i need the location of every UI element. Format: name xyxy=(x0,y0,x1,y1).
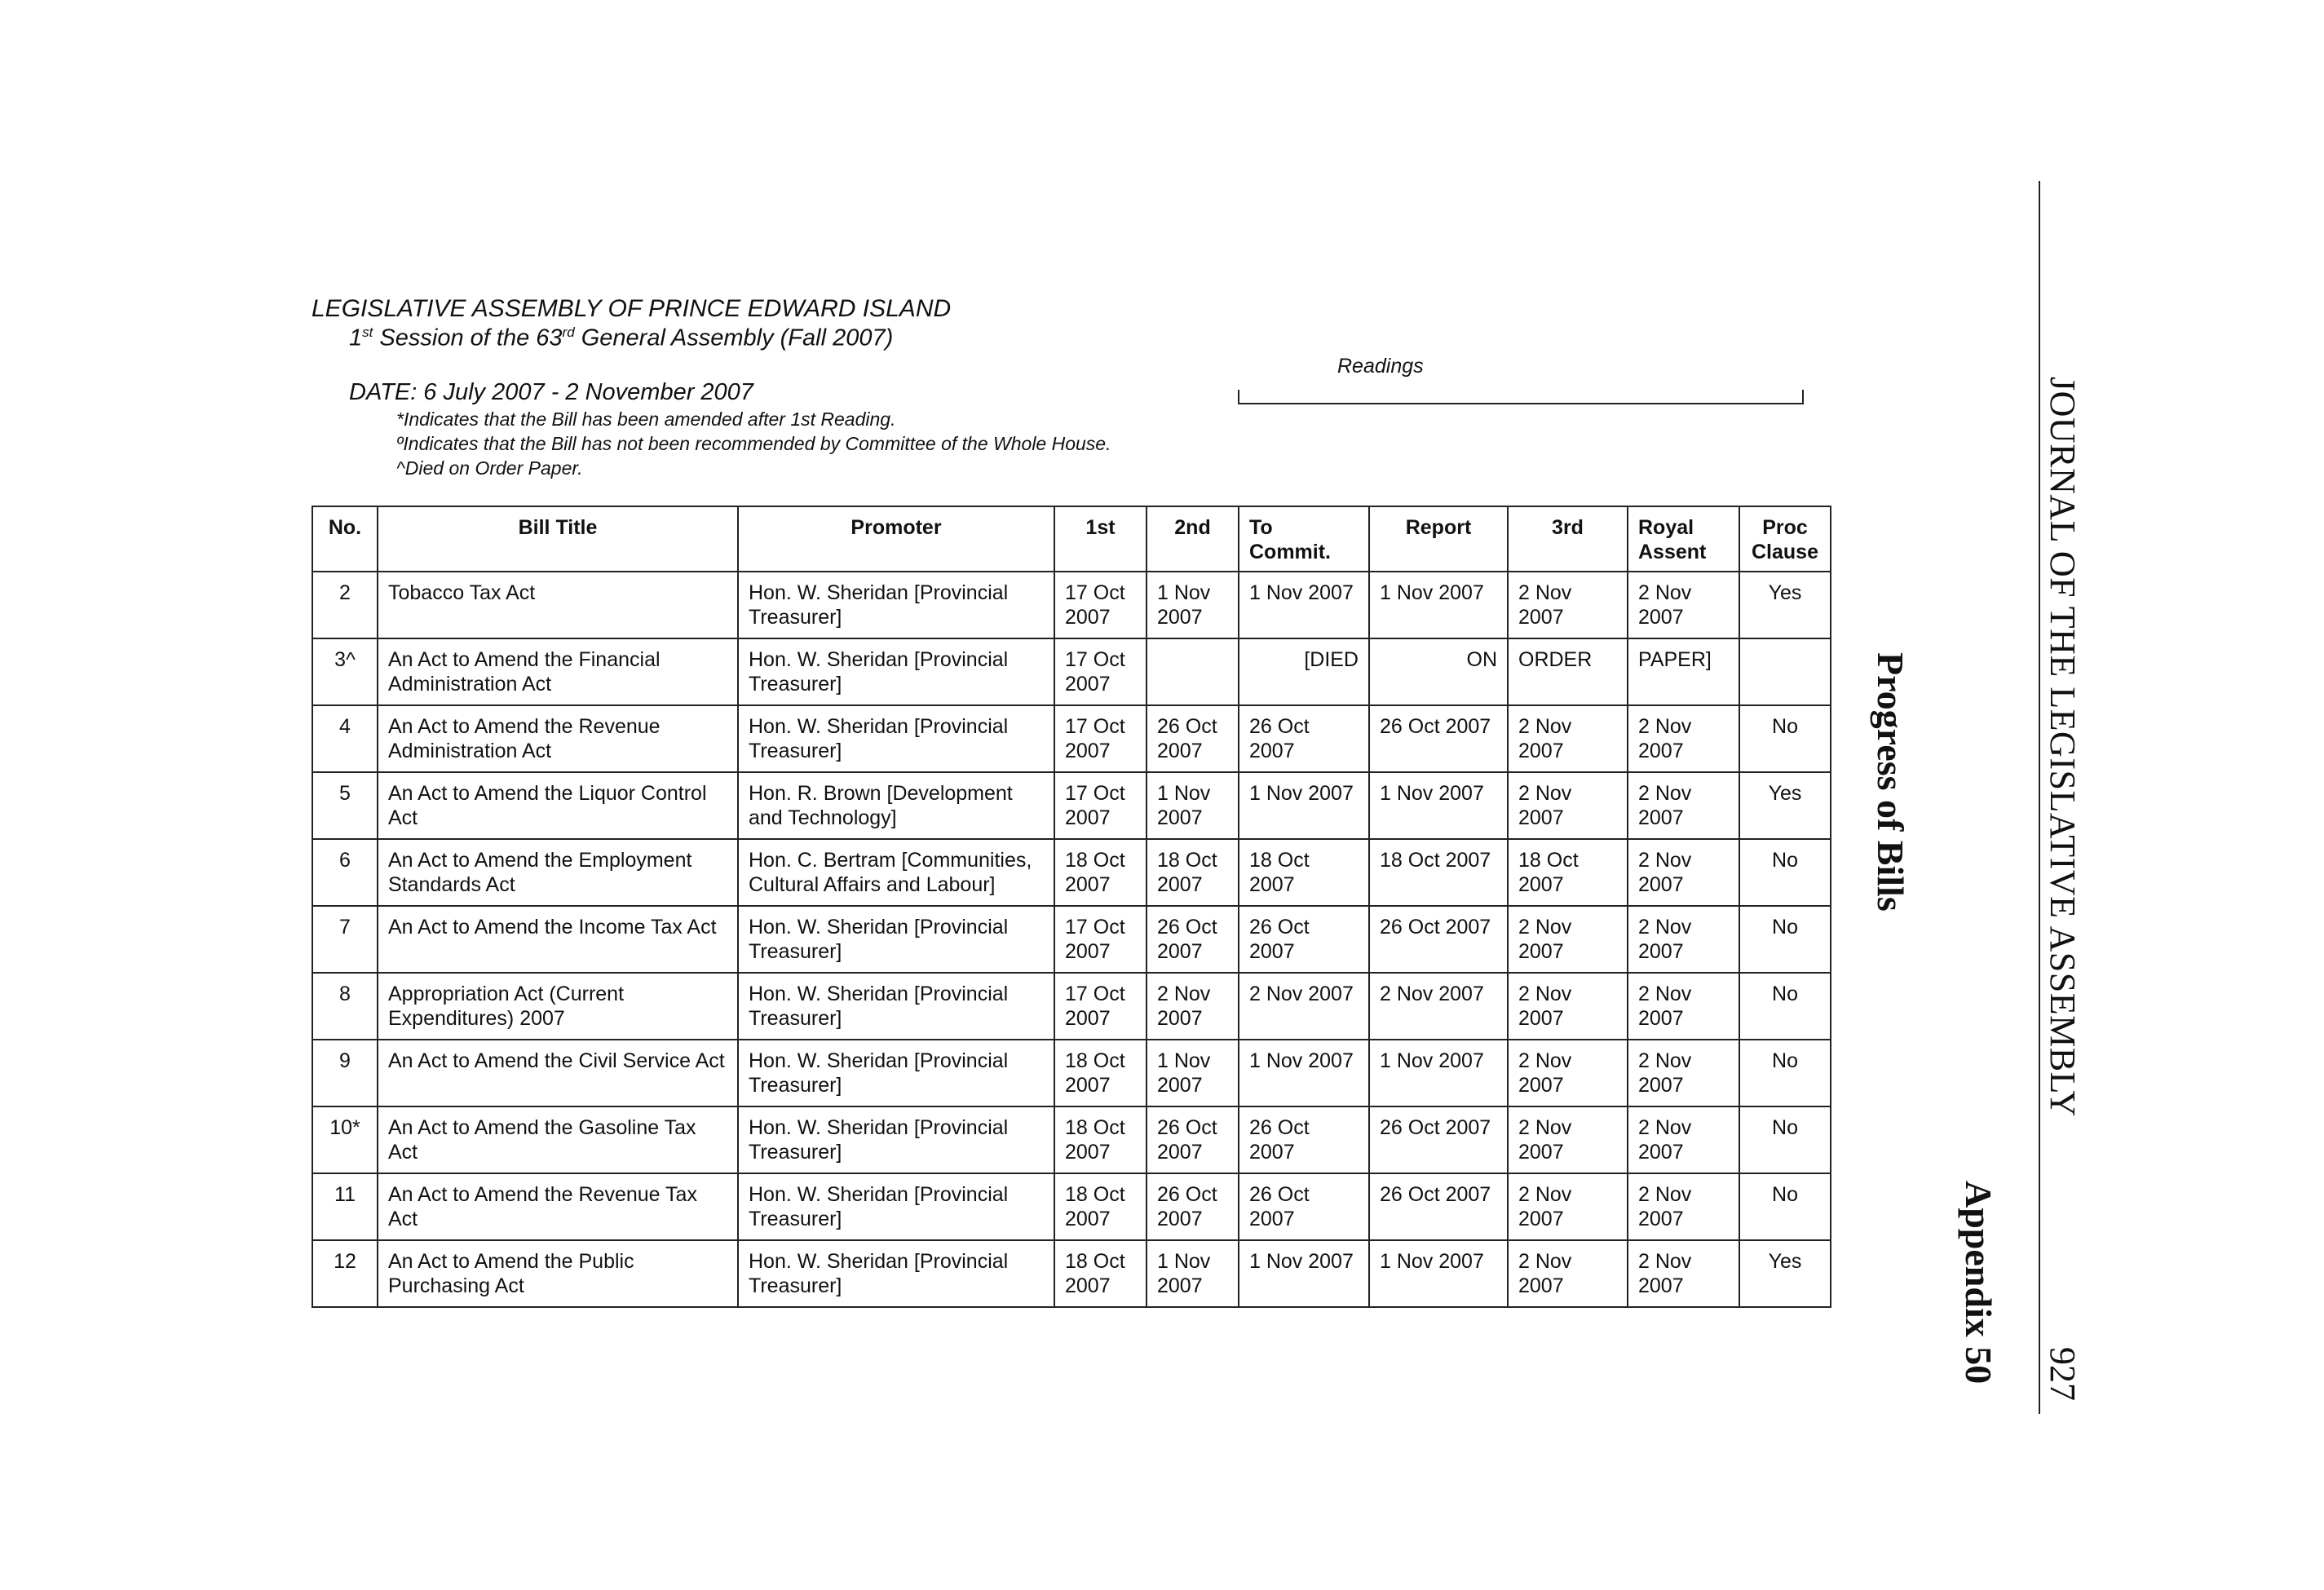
cell-first: 18 Oct 2007 xyxy=(1054,1106,1147,1173)
table-row xyxy=(312,1240,1831,1307)
cell-first: 17 Oct 2007 xyxy=(1054,638,1147,705)
cell-proc: Yes xyxy=(1739,772,1831,839)
cell-first: 17 Oct 2007 xyxy=(1054,772,1147,839)
session-sup2: rd xyxy=(562,325,575,340)
cell-second: 26 Oct 2007 xyxy=(1147,1173,1239,1240)
cell-proc: No xyxy=(1739,839,1831,906)
col-header-second: 2nd xyxy=(1147,506,1239,572)
cell-proc: No xyxy=(1739,1040,1831,1106)
cell-title: Appropriation Act (Current Expenditures) 2007 xyxy=(378,973,738,1040)
cell-second: 18 Oct 2007 xyxy=(1147,839,1239,906)
cell-commit: 26 Oct 2007 xyxy=(1239,1173,1369,1240)
col-header-assent: Royal Assent xyxy=(1628,506,1739,572)
cell-assent: 2 Nov 2007 xyxy=(1628,1040,1739,1106)
cell-proc: No xyxy=(1739,705,1831,772)
cell-assent: 2 Nov 2007 xyxy=(1628,1106,1739,1173)
cell-no: 8 xyxy=(312,973,378,1040)
cell-promoter: Hon. W. Sheridan [Provincial Treasurer] xyxy=(738,1040,1054,1106)
cell-promoter: Hon. W. Sheridan [Provincial Treasurer] xyxy=(738,705,1054,772)
table-row xyxy=(312,772,1831,839)
cell-proc: Yes xyxy=(1739,1240,1831,1307)
bills-body xyxy=(312,572,1831,1307)
cell-title: An Act to Amend the Financial Administration Act xyxy=(378,638,738,705)
session-line xyxy=(349,325,893,352)
cell-report: 1 Nov 2007 xyxy=(1369,572,1508,638)
col-header-third: 3rd xyxy=(1508,506,1628,572)
col-header-commit: To Commit. xyxy=(1239,506,1369,572)
cell-report: 26 Oct 2007 xyxy=(1369,705,1508,772)
cell-assent: PAPER] xyxy=(1628,638,1739,705)
cell-commit: 1 Nov 2007 xyxy=(1239,772,1369,839)
cell-third: ORDER xyxy=(1508,638,1628,705)
cell-commit: 18 Oct 2007 xyxy=(1239,839,1369,906)
table-row xyxy=(312,839,1831,906)
journal-title: JOURNAL OF THE LEGISLATIVE ASSEMBLY xyxy=(2043,377,2083,1117)
cell-second: 1 Nov 2007 xyxy=(1147,772,1239,839)
cell-second: 26 Oct 2007 xyxy=(1147,906,1239,973)
cell-second: 1 Nov 2007 xyxy=(1147,1040,1239,1106)
cell-commit: 1 Nov 2007 xyxy=(1239,1240,1369,1307)
cell-commit: 1 Nov 2007 xyxy=(1239,1040,1369,1106)
bills-table xyxy=(311,506,1831,1308)
margin-rule xyxy=(2039,181,2040,1414)
cell-no: 7 xyxy=(312,906,378,973)
table-row xyxy=(312,906,1831,973)
cell-assent: 2 Nov 2007 xyxy=(1628,906,1739,973)
cell-third: 2 Nov 2007 xyxy=(1508,772,1628,839)
readings-label: Readings xyxy=(1337,355,1424,378)
table-row xyxy=(312,705,1831,772)
col-header-report: Report xyxy=(1369,506,1508,572)
cell-first: 17 Oct 2007 xyxy=(1054,705,1147,772)
table-row xyxy=(312,638,1831,705)
cell-second: 26 Oct 2007 xyxy=(1147,705,1239,772)
cell-commit: 26 Oct 2007 xyxy=(1239,1106,1369,1173)
col-header-no: No. xyxy=(312,506,378,572)
table-row xyxy=(312,973,1831,1040)
cell-promoter: Hon. W. Sheridan [Provincial Treasurer] xyxy=(738,1173,1054,1240)
cell-proc xyxy=(1739,638,1831,705)
cell-title: An Act to Amend the Civil Service Act xyxy=(378,1040,738,1106)
cell-assent: 2 Nov 2007 xyxy=(1628,839,1739,906)
appendix-label: Appendix 50 xyxy=(1958,1181,1999,1385)
cell-assent: 2 Nov 2007 xyxy=(1628,772,1739,839)
cell-no: 11 xyxy=(312,1173,378,1240)
cell-title: An Act to Amend the Public Purchasing Act xyxy=(378,1240,738,1307)
cell-title: An Act to Amend the Gasoline Tax Act xyxy=(378,1106,738,1173)
section-title: Progress of Bills xyxy=(1870,652,1911,912)
readings-bracket xyxy=(1238,390,1804,404)
cell-first: 17 Oct 2007 xyxy=(1054,572,1147,638)
cell-proc: No xyxy=(1739,1106,1831,1173)
note-amended: *Indicates that the Bill has been amended after 1st Reading. xyxy=(396,409,896,430)
table-row xyxy=(312,1173,1831,1240)
cell-promoter: Hon. W. Sheridan [Provincial Treasurer] xyxy=(738,1106,1054,1173)
cell-report: ON xyxy=(1369,638,1508,705)
cell-title: An Act to Amend the Revenue Tax Act xyxy=(378,1173,738,1240)
cell-no: 12 xyxy=(312,1240,378,1307)
cell-first: 17 Oct 2007 xyxy=(1054,973,1147,1040)
cell-report: 1 Nov 2007 xyxy=(1369,1240,1508,1307)
cell-third: 2 Nov 2007 xyxy=(1508,1106,1628,1173)
date-range: DATE: 6 July 2007 - 2 November 2007 xyxy=(349,379,753,405)
cell-third: 2 Nov 2007 xyxy=(1508,1173,1628,1240)
cell-third: 2 Nov 2007 xyxy=(1508,1040,1628,1106)
cell-promoter: Hon. W. Sheridan [Provincial Treasurer] xyxy=(738,638,1054,705)
cell-first: 18 Oct 2007 xyxy=(1054,1040,1147,1106)
cell-third: 2 Nov 2007 xyxy=(1508,705,1628,772)
cell-no: 4 xyxy=(312,705,378,772)
cell-commit: [DIED xyxy=(1239,638,1369,705)
cell-no: 5 xyxy=(312,772,378,839)
cell-second: 1 Nov 2007 xyxy=(1147,1240,1239,1307)
cell-report: 26 Oct 2007 xyxy=(1369,1173,1508,1240)
table-row xyxy=(312,572,1831,638)
session-pre: 1 xyxy=(349,325,363,351)
cell-title: An Act to Amend the Employment Standards Act xyxy=(378,839,738,906)
cell-promoter: Hon. W. Sheridan [Provincial Treasurer] xyxy=(738,572,1054,638)
cell-second: 1 Nov 2007 xyxy=(1147,572,1239,638)
note-not-recommended: ºIndicates that the Bill has not been recommended by Committee of the Whole House. xyxy=(396,433,1111,454)
cell-proc: Yes xyxy=(1739,572,1831,638)
cell-promoter: Hon. C. Bertram [Communities, Cultural Affairs and Labour] xyxy=(738,839,1054,906)
cell-title: An Act to Amend the Income Tax Act xyxy=(378,906,738,973)
note-died: ^Died on Order Paper. xyxy=(396,457,583,479)
cell-proc: No xyxy=(1739,1173,1831,1240)
cell-no: 9 xyxy=(312,1040,378,1106)
cell-second xyxy=(1147,638,1239,705)
cell-first: 18 Oct 2007 xyxy=(1054,839,1147,906)
cell-promoter: Hon. W. Sheridan [Provincial Treasurer] xyxy=(738,1240,1054,1307)
cell-report: 26 Oct 2007 xyxy=(1369,906,1508,973)
page-number: 927 xyxy=(2043,1347,2083,1401)
cell-assent: 2 Nov 2007 xyxy=(1628,572,1739,638)
cell-commit: 26 Oct 2007 xyxy=(1239,906,1369,973)
cell-second: 2 Nov 2007 xyxy=(1147,973,1239,1040)
session-sup1: st xyxy=(362,325,373,340)
cell-third: 2 Nov 2007 xyxy=(1508,1240,1628,1307)
cell-assent: 2 Nov 2007 xyxy=(1628,705,1739,772)
cell-assent: 2 Nov 2007 xyxy=(1628,1173,1739,1240)
col-header-promoter: Promoter xyxy=(738,506,1054,572)
cell-title: An Act to Amend the Revenue Administration Act xyxy=(378,705,738,772)
cell-report: 18 Oct 2007 xyxy=(1369,839,1508,906)
cell-report: 1 Nov 2007 xyxy=(1369,1040,1508,1106)
cell-first: 18 Oct 2007 xyxy=(1054,1240,1147,1307)
col-header-proc: Proc Clause xyxy=(1739,506,1831,572)
session-post: General Assembly (Fall 2007) xyxy=(574,325,894,351)
cell-proc: No xyxy=(1739,906,1831,973)
cell-proc: No xyxy=(1739,973,1831,1040)
cell-report: 1 Nov 2007 xyxy=(1369,772,1508,839)
cell-second: 26 Oct 2007 xyxy=(1147,1106,1239,1173)
cell-assent: 2 Nov 2007 xyxy=(1628,1240,1739,1307)
cell-commit: 2 Nov 2007 xyxy=(1239,973,1369,1040)
cell-first: 17 Oct 2007 xyxy=(1054,906,1147,973)
cell-report: 2 Nov 2007 xyxy=(1369,973,1508,1040)
cell-promoter: Hon. W. Sheridan [Provincial Treasurer] xyxy=(738,973,1054,1040)
cell-third: 2 Nov 2007 xyxy=(1508,572,1628,638)
cell-commit: 1 Nov 2007 xyxy=(1239,572,1369,638)
cell-promoter: Hon. W. Sheridan [Provincial Treasurer] xyxy=(738,906,1054,973)
cell-title: Tobacco Tax Act xyxy=(378,572,738,638)
cell-report: 26 Oct 2007 xyxy=(1369,1106,1508,1173)
cell-third: 2 Nov 2007 xyxy=(1508,906,1628,973)
cell-third: 2 Nov 2007 xyxy=(1508,973,1628,1040)
header-row xyxy=(312,506,1831,572)
cell-promoter: Hon. R. Brown [Development and Technology] xyxy=(738,772,1054,839)
cell-assent: 2 Nov 2007 xyxy=(1628,973,1739,1040)
document-title: LEGISLATIVE ASSEMBLY OF PRINCE EDWARD ISLAND xyxy=(311,295,952,322)
col-header-title: Bill Title xyxy=(378,506,738,572)
cell-third: 18 Oct 2007 xyxy=(1508,839,1628,906)
cell-commit: 26 Oct 2007 xyxy=(1239,705,1369,772)
cell-no: 3^ xyxy=(312,638,378,705)
session-mid: Session of the 63 xyxy=(373,325,563,351)
cell-no: 2 xyxy=(312,572,378,638)
table-row xyxy=(312,1106,1831,1173)
cell-title: An Act to Amend the Liquor Control Act xyxy=(378,772,738,839)
table-row xyxy=(312,1040,1831,1106)
col-header-first: 1st xyxy=(1054,506,1147,572)
cell-no: 10* xyxy=(312,1106,378,1173)
cell-first: 18 Oct 2007 xyxy=(1054,1173,1147,1240)
cell-no: 6 xyxy=(312,839,378,906)
